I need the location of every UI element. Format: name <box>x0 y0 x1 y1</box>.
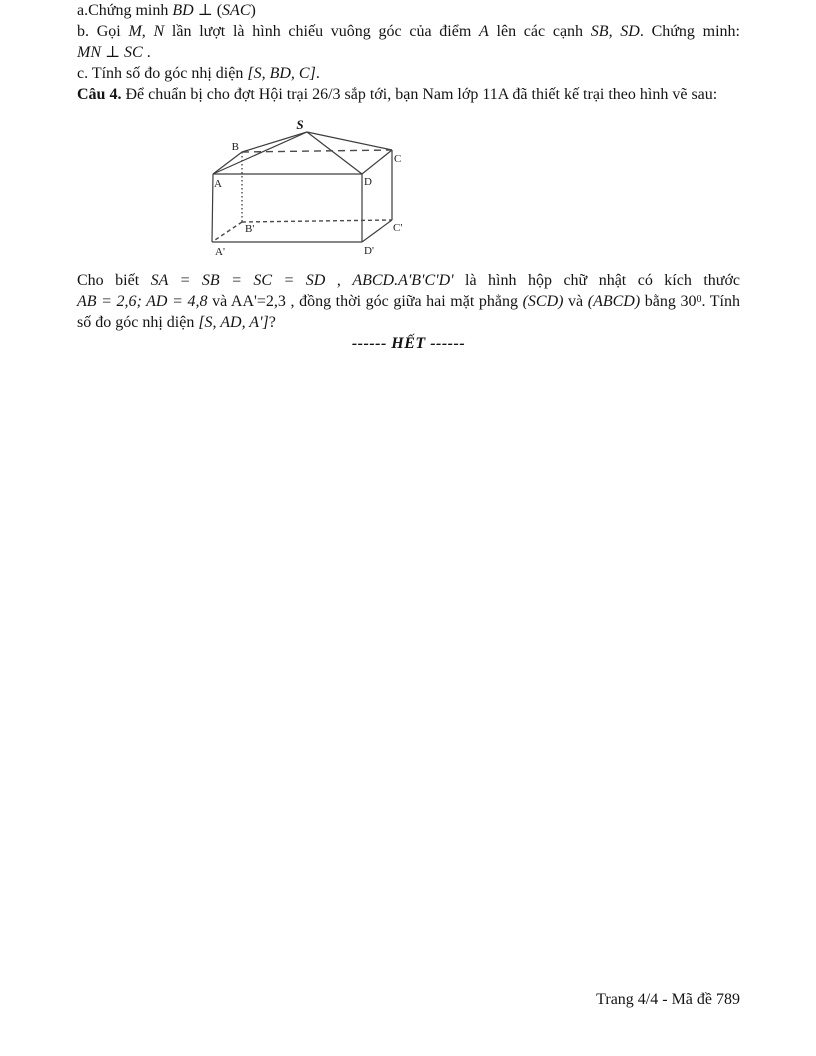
vertex-label-A-prime: A' <box>215 246 225 258</box>
vertex-label-C: C <box>394 153 402 165</box>
given-info-line3: số đo góc nhị diện [S, AD, A']? <box>77 314 276 331</box>
end-marker: ------ HẾT ------ <box>351 335 466 352</box>
vertex-label-B-prime: B' <box>245 223 255 235</box>
vertex-label-B: B <box>231 141 239 153</box>
statement-c: c. Tính số đo góc nhị diện [S, BD, C]. <box>77 65 320 82</box>
vertex-label-S: S <box>296 118 304 132</box>
tent-prism-drawing <box>195 118 425 270</box>
statement-a: a.Chứng minh BD ⊥ (SAC) <box>77 2 256 19</box>
page-footer: Trang 4/4 - Mã đề 789 <box>596 991 740 1008</box>
given-info-line2: AB = 2,6; AD = 4,8 và AA'=2,3 , đồng thời góc giữa hai mặt phẳng (SCD) và (ABCD) bằng $30^0$. Tính <box>77 293 741 310</box>
vertex-label-D: D <box>364 176 372 188</box>
vertex-label-A: A <box>214 178 222 190</box>
hidden-dashed-edges <box>212 150 392 242</box>
statement-b-line2: MN ⊥ SC . <box>77 44 151 61</box>
statement-b-line1: b. Gọi M, N lần lượt là hình chiếu vuông góc của điểm A lên các cạnh SB, SD. Chứng minh: <box>77 23 740 40</box>
geometry-figure <box>195 118 425 270</box>
vertex-label-C-prime: C' <box>393 222 403 234</box>
document-content <box>77 0 740 354</box>
vertex-label-D-prime: D' <box>364 245 374 257</box>
given-info-line1: Cho biết SA = SB = SC = SD , ABCD.A'B'C'D' là hình hộp chữ nhật có kích thước <box>77 272 740 289</box>
question-4-intro: Câu 4. Để chuẩn bị cho đợt Hội trại 26/3 sắp tới, bạn Nam lớp 11A đã thiết kế trại theo hình vẽ sau: <box>77 86 718 103</box>
